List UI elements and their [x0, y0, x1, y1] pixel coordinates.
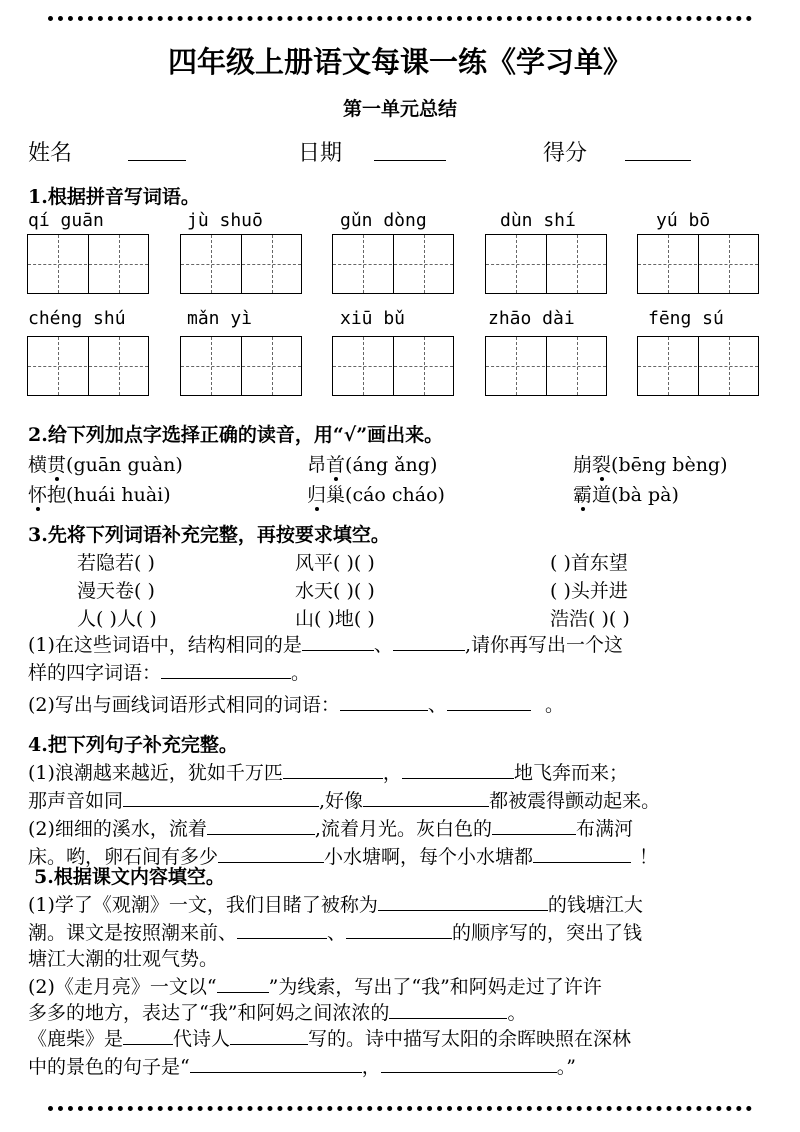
writing-grid[interactable]: [637, 234, 759, 294]
q3-sub2: (2)写出与画线词语形式相同的词语： 、 。: [28, 694, 564, 716]
answer-blank[interactable]: [283, 760, 383, 779]
idiom-fill[interactable]: 水天( )( ): [295, 580, 375, 602]
answer-blank[interactable]: [340, 692, 428, 711]
writing-grid[interactable]: [637, 336, 759, 396]
bottom-dotted-border: [48, 1106, 752, 1111]
idiom-fill[interactable]: 漫天卷( ): [77, 580, 155, 602]
pinyin-label: qí guān: [28, 210, 104, 231]
idiom-fill[interactable]: 风平( )( ): [295, 552, 375, 574]
writing-grid[interactable]: [332, 336, 454, 396]
pinyin-label: gǔn dòng: [340, 210, 427, 231]
writing-grid[interactable]: [27, 234, 149, 294]
pinyin-label: dùn shí: [500, 210, 576, 231]
pinyin-label: yú bō: [656, 210, 711, 231]
writing-grid[interactable]: [485, 234, 607, 294]
pinyin-label: mǎn yì: [187, 308, 253, 329]
answer-blank[interactable]: [447, 692, 531, 711]
answer-blank[interactable]: [533, 844, 631, 863]
q3-sub1: (1)在这些词语中，结构相同的是 、 ,请你再写出一个这: [28, 634, 623, 656]
date-label: 日期: [298, 141, 343, 166]
answer-blank[interactable]: [378, 892, 548, 911]
score-label: 得分: [543, 141, 588, 166]
idiom-fill[interactable]: 山( )地( ): [295, 608, 375, 630]
pinyin-label: fēng sú: [648, 308, 724, 329]
writing-grid[interactable]: [332, 234, 454, 294]
answer-blank[interactable]: [123, 788, 319, 807]
q5-line: 多多的地方，表达了“我”和阿妈之间浓浓的 。: [28, 1002, 527, 1024]
q5-line: (1)学了《观潮》一文，我们目睹了被称为 的钱塘江大: [28, 894, 643, 916]
pinyin-label: jù shuō: [187, 210, 263, 231]
q4-heading: 4.把下列句子补充完整。: [28, 734, 238, 756]
pronunciation-item[interactable]: 昂首(áng ǎng): [307, 454, 438, 476]
answer-blank[interactable]: [230, 1026, 308, 1045]
name-field[interactable]: [128, 160, 186, 161]
q3-sub1-cont: 样的四字词语： 。: [28, 662, 311, 684]
top-dotted-border: [48, 16, 752, 21]
q5-line: 潮。课文是按照潮来前、 、 的顺序写的，突出了钱: [28, 922, 643, 944]
answer-blank[interactable]: [190, 1054, 362, 1073]
page-title: 四年级上册语文每课一练《学习单》: [167, 45, 632, 79]
answer-blank[interactable]: [302, 632, 374, 651]
answer-blank[interactable]: [217, 974, 269, 993]
writing-grid[interactable]: [180, 336, 302, 396]
answer-blank[interactable]: [218, 844, 324, 863]
pronunciation-item[interactable]: 怀抱(huái huài): [28, 484, 171, 506]
idiom-fill[interactable]: 人( )人( ): [77, 608, 157, 630]
answer-blank[interactable]: [393, 632, 465, 651]
q5-line: 中的景色的句子是“ ， 。”: [28, 1056, 576, 1078]
pinyin-label: chéng shú: [28, 308, 126, 329]
answer-blank[interactable]: [363, 788, 489, 807]
idiom-fill[interactable]: 浩浩( )( ): [550, 608, 630, 630]
writing-grid[interactable]: [180, 234, 302, 294]
q5-line: 塘江大潮的壮观气势。: [28, 948, 219, 970]
q5-line: (2)《走月亮》一文以“ ”为线索，写出了“我”和阿妈走过了许许: [28, 976, 602, 998]
score-field[interactable]: [625, 160, 691, 161]
answer-blank[interactable]: [237, 920, 327, 939]
writing-grid[interactable]: [27, 336, 149, 396]
q4-line: 床。哟，卵石间有多少 小水塘啊，每个小水塘都 ！: [28, 846, 659, 868]
pronunciation-item[interactable]: 归巢(cáo cháo): [307, 484, 445, 506]
pronunciation-item[interactable]: 崩裂(bēng bèng): [573, 454, 728, 476]
page-subtitle: 第一单元总结: [342, 98, 457, 120]
q5-line: 《鹿柴》是 代诗人 写的。诗中描写太阳的余晖映照在深林: [28, 1028, 632, 1050]
idiom-fill[interactable]: ( )头并进: [550, 580, 628, 602]
q4-line: 那声音如同 ,好像 都被震得颤动起来。: [28, 790, 661, 812]
answer-blank[interactable]: [161, 660, 291, 679]
pronunciation-item[interactable]: 霸道(bà pà): [573, 484, 679, 506]
answer-blank[interactable]: [381, 1054, 557, 1073]
pinyin-label: zhāo dài: [488, 308, 575, 329]
date-field[interactable]: [374, 160, 446, 161]
q2-heading: 2.给下列加点字选择正确的读音，用“√”画出来。: [28, 424, 444, 446]
answer-blank[interactable]: [207, 816, 315, 835]
q4-line: (2)细细的溪水，流着 ,流着月光。灰白色的 布满河: [28, 818, 633, 840]
answer-blank[interactable]: [346, 920, 452, 939]
answer-blank[interactable]: [402, 760, 514, 779]
q1-heading: 1.根据拼音写词语。: [28, 186, 200, 208]
pinyin-label: xiū bǔ: [340, 308, 406, 329]
q4-line: (1)浪潮越来越近，犹如千万匹 ， 地飞奔而来；: [28, 762, 628, 784]
idiom-fill[interactable]: ( )首东望: [550, 552, 628, 574]
q3-heading: 3.先将下列词语补充完整，再按要求填空。: [28, 524, 390, 546]
name-label: 姓名: [28, 141, 73, 166]
answer-blank[interactable]: [492, 816, 576, 835]
writing-grid[interactable]: [485, 336, 607, 396]
q5-heading: 5.根据课文内容填空。: [34, 866, 225, 888]
answer-blank[interactable]: [389, 1000, 507, 1019]
answer-blank[interactable]: [123, 1026, 173, 1045]
pronunciation-item[interactable]: 横贯(guān guàn): [28, 454, 183, 476]
idiom-fill[interactable]: 若隐若( ): [77, 552, 155, 574]
